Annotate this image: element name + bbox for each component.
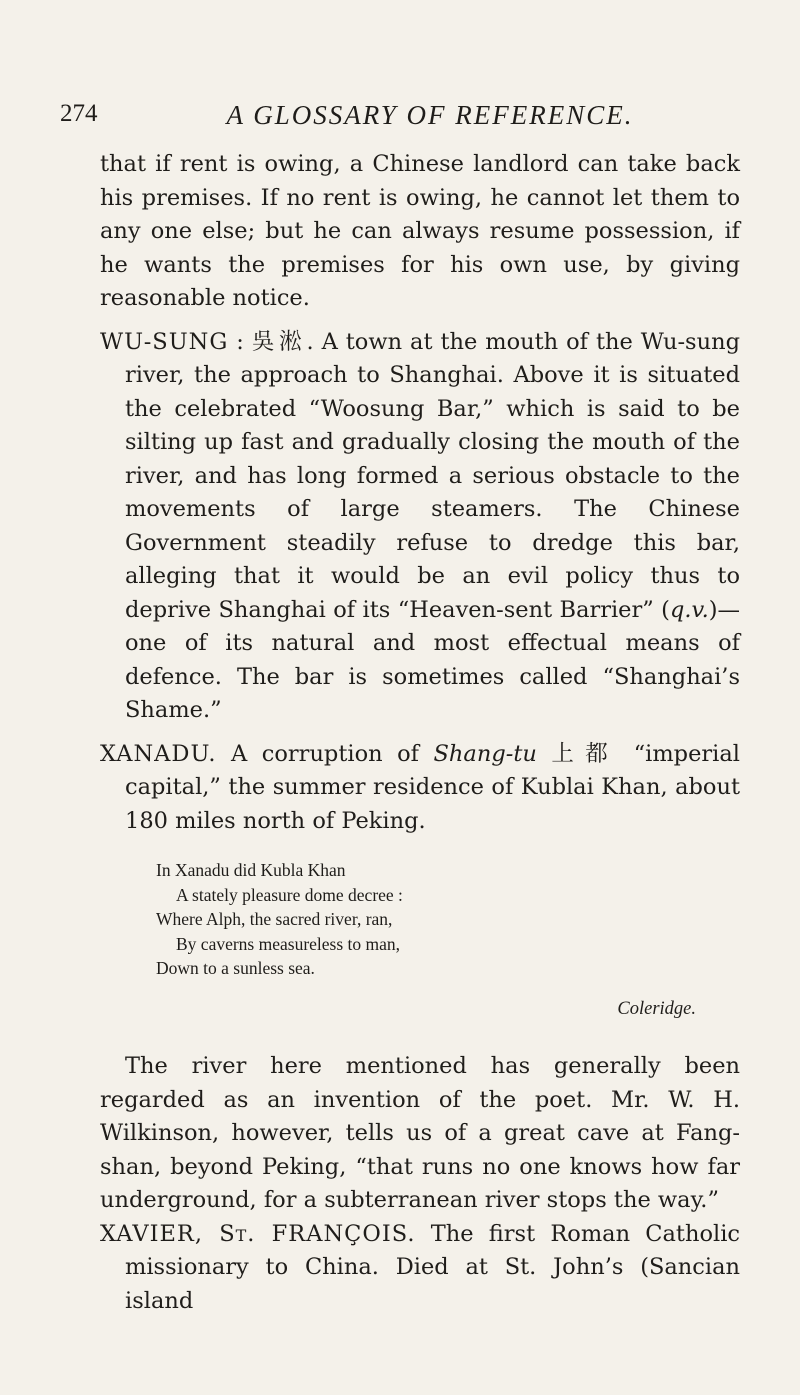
verse-attribution: Coleridge.: [617, 998, 696, 1019]
chinese-characters-wu-sung: 吳淞: [251, 328, 307, 355]
entry-text: A corruption of: [231, 740, 419, 767]
verse-line: In Xanadu did Kubla Khan: [156, 860, 346, 880]
entry-wu-sung: WU-SUNG : 吳淞. A town at the mouth of the Wu-sung river, the approach to Shanghai. Above it is situated the celebrated “Woosung Bar,” which is said to be silting up fast and gradually closing the mouth of the river, and has long formed a serious obstacle to the movements of large steamers. The Chinese Government steadily refuse to dredge this bar, alleging that it would be an evil policy thus to deprive Shanghai of its “Heaven-sent Barrier” (q.v.)—one of its natural and most effectual means of defence. The bar is sometimes called “Shanghai’s Shame.”: [100, 328, 740, 723]
verse-line: A stately pleasure dome decree :: [176, 884, 403, 905]
headword-xanadu: XANADU.: [100, 740, 217, 767]
entry-text: )—one of its natural and most effectual means of defence. The bar is sometimes called “Shanghai’s Shame.”: [125, 596, 740, 723]
verse-quotation: [156, 858, 740, 981]
verse-line: Down to a sunless sea.: [156, 958, 315, 978]
headword-xavier: XAVIER, St. FRANÇOIS.: [100, 1220, 416, 1247]
running-title: A GLOSSARY OF REFERENCE.: [226, 100, 634, 130]
page-body: [100, 148, 740, 1318]
entry-xavier: [100, 1218, 740, 1319]
page-number: 274: [60, 100, 98, 127]
xanadu-commentary: The river here mentioned has generally been regarded as an invention of the poet. Mr. W. H. Wilkinson, however, tells us of a great cave at Fang-shan, beyond Peking, “that runs no one knows how far underground, for a subterranean river stops the way.”: [100, 1053, 740, 1213]
entry-text: The first Roman Catholic missionary to China. Died at St. John’s (Sancian island: [125, 1220, 741, 1314]
entry-text: “imperial capital,” the summer residence of Kublai Khan, about 180 miles north of Peking.: [125, 740, 740, 834]
chinese-characters-xanadu: 上都: [551, 740, 620, 767]
verse-line: Where Alph, the sacred river, ran,: [156, 909, 393, 929]
romanization: Shang-tu: [433, 740, 537, 767]
running-head: [60, 100, 740, 140]
cross-reference: q.v.: [669, 596, 709, 623]
headword-wu-sung: WU-SUNG: [100, 328, 229, 355]
entry-text: A town at the mouth of the Wu-sung river, the approach to Shanghai. Above it is situated the celebrated “Woosung Bar,” which is said to be silting up fast and gradually closing the mouth of the river, and has long formed a serious obstacle to the movements of large steamers. The Chinese Government steadily refuse to dredge this bar, alleging that it would be an evil policy thus to deprive Shanghai of its “Heaven-sent Barrier” (: [125, 328, 740, 623]
entry-xanadu: [100, 738, 740, 839]
continuation-paragraph: that if rent is owing, a Chinese landlord can take back his premises. If no rent is owing, he cannot let them to any one else; but he can always resume possession, if he wants the premises for his own use, by giving reasonable notice.: [100, 151, 740, 311]
verse-line: By caverns measureless to man,: [176, 933, 401, 954]
